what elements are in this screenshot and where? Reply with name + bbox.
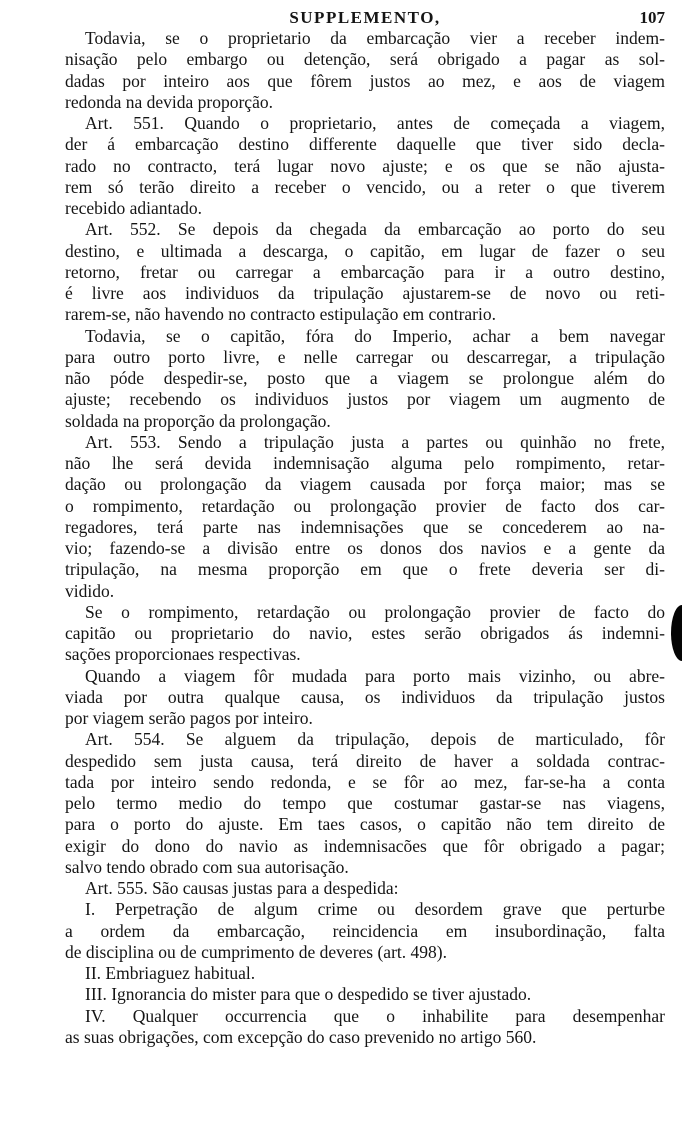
paragraph <box>65 1006 665 1049</box>
text-line: pelo termo medio do tempo que costumar gastar-se nas viagens, <box>65 793 665 813</box>
text-line: dadas por inteiro aos que fôrem justos ao mez, e aos de viagem <box>65 70 665 91</box>
text-line: para outro porto livre, e nelle carregar ou descarregar, a tripulação <box>65 346 665 367</box>
paragraph <box>65 666 665 730</box>
text-line: soldada na proporção da prolongação. <box>65 410 331 431</box>
text-line: tada por inteiro sendo redonda, e se fôr ao mez, far-se-ha a conta <box>65 771 665 792</box>
running-title: SUPPLEMENTO, <box>289 8 441 27</box>
text-line: rado no contracto, terá lugar novo ajuste; e os que se não ajusta- <box>65 155 665 176</box>
text-line: rarem-se, não havendo no contracto estipulação em contrario. <box>65 304 496 325</box>
text-line: o rompimento, retardação ou prolongação provier de facto dos car- <box>65 495 665 516</box>
paragraph <box>65 899 665 963</box>
text-line: der á embarcação destino differente daquelle que tiver sido decla- <box>65 134 665 155</box>
text-line: I. Perpetração de algum crime ou desordem grave que perturbe <box>85 899 665 920</box>
text-line: sações proporcionaes respectivas. <box>65 644 301 665</box>
text-line: despedido sem justa causa, terá direito de haver a soldada contrac- <box>65 750 665 771</box>
text-line: de disciplina ou de cumprimento de deveres (art. 498). <box>65 941 447 962</box>
text-line: nisação pelo embargo ou detenção, será obrigado a pagar as sol- <box>65 49 665 70</box>
text-line: Art. 553. Sendo a tripulação justa a partes ou quinhão no frete, <box>85 431 665 452</box>
paragraph <box>65 984 665 1005</box>
text-line: Art. 551. Quando o proprietario, antes de começada a viagem, <box>85 113 665 133</box>
text-line: não póde despedir-se, posto que a viagem se prolongue além do <box>65 368 665 388</box>
text-line: Se o rompimento, retardação ou prolongação provier de facto do <box>85 601 665 622</box>
text-line: capitão ou proprietario do navio, estes serão obrigados ás indemni- <box>65 623 665 643</box>
paragraph <box>65 729 665 878</box>
text-line: por viagem serão pagos por inteiro. <box>65 708 313 728</box>
text-line: destino, e ultimada a descarga, o capitão, em lugar de fazer o seu <box>65 240 665 261</box>
text-line: redonda na devida proporção. <box>65 91 273 112</box>
text-line: as suas obrigações, com excepção do caso prevenido no artigo 560. <box>65 1026 537 1047</box>
paragraph <box>65 878 665 899</box>
text-line: não lhe será devida indemnisação alguma pelo rompimento, retar- <box>65 453 665 473</box>
text-line: Todavia, se o proprietario da embarcação vier a receber indem- <box>85 28 665 48</box>
text-line: tripulação, na mesma proporção em que o frete deveria ser di- <box>65 559 665 580</box>
text-line: ajuste; recebendo os individuos justos por viagem um augmento de <box>65 389 665 410</box>
paragraph <box>65 219 665 325</box>
text-line: vidido. <box>65 580 115 601</box>
text-line: vio; fazendo-se a divisão entre os donos dos navios e a gente da <box>65 538 665 558</box>
text-line: retorno, fretar ou carregar a embarcação para ir a outro destino, <box>65 261 665 282</box>
text-line: a ordem da embarcação, reincidencia em insubordinação, falta <box>65 920 665 941</box>
text-line: salvo tendo obrado com sua autorisação. <box>65 856 349 877</box>
page-header <box>65 8 665 30</box>
page-body <box>65 28 665 1048</box>
text-line: Art. 554. Se alguem da tripulação, depois de marticulado, fôr <box>85 729 665 750</box>
text-line: Art. 555. São causas justas para a despedida: <box>85 878 399 898</box>
paragraph <box>65 602 665 666</box>
text-line: dação ou prolongação da viagem causada por força maior; mas se <box>65 474 665 495</box>
text-line: Art. 552. Se depois da chegada da embarcação ao porto do seu <box>85 219 665 240</box>
paragraph <box>65 963 665 984</box>
text-line: exigir do dono do navio as indemnisacões que fôr obrigado a pagar; <box>65 835 665 856</box>
ink-blot <box>671 605 682 661</box>
text-line: regadores, terá parte nas indemnisações que se concederem ao na- <box>65 516 665 537</box>
text-line: II. Embriaguez habitual. <box>85 963 256 983</box>
text-line: Quando a viagem fôr mudada para porto mais vizinho, ou abre- <box>85 665 665 686</box>
page-number: 107 <box>639 8 665 27</box>
text-line: Todavia, se o capitão, fóra do Imperio, achar a bem navegar <box>85 325 665 346</box>
paragraph <box>65 326 665 432</box>
text-line: rem só terão direito a receber o vencido, ou a reter o que tiverem <box>65 176 665 197</box>
text-line: é livre aos individuos da tripulação ajustarem-se de novo ou reti- <box>65 283 665 303</box>
paragraph <box>65 432 665 602</box>
paragraph <box>65 28 665 113</box>
paragraph <box>65 113 665 219</box>
text-line: viada por outra qualque causa, os individuos da tripulação justos <box>65 686 665 707</box>
text-line: para o porto do ajuste. Em taes casos, o capitão não tem direito de <box>65 814 665 835</box>
text-line: III. Ignorancia do mister para que o despedido se tiver ajustado. <box>85 984 532 1005</box>
text-line: recebido adiantado. <box>65 198 203 218</box>
text-line: IV. Qualquer occurrencia que o inhabilite para desempenhar <box>85 1005 665 1026</box>
